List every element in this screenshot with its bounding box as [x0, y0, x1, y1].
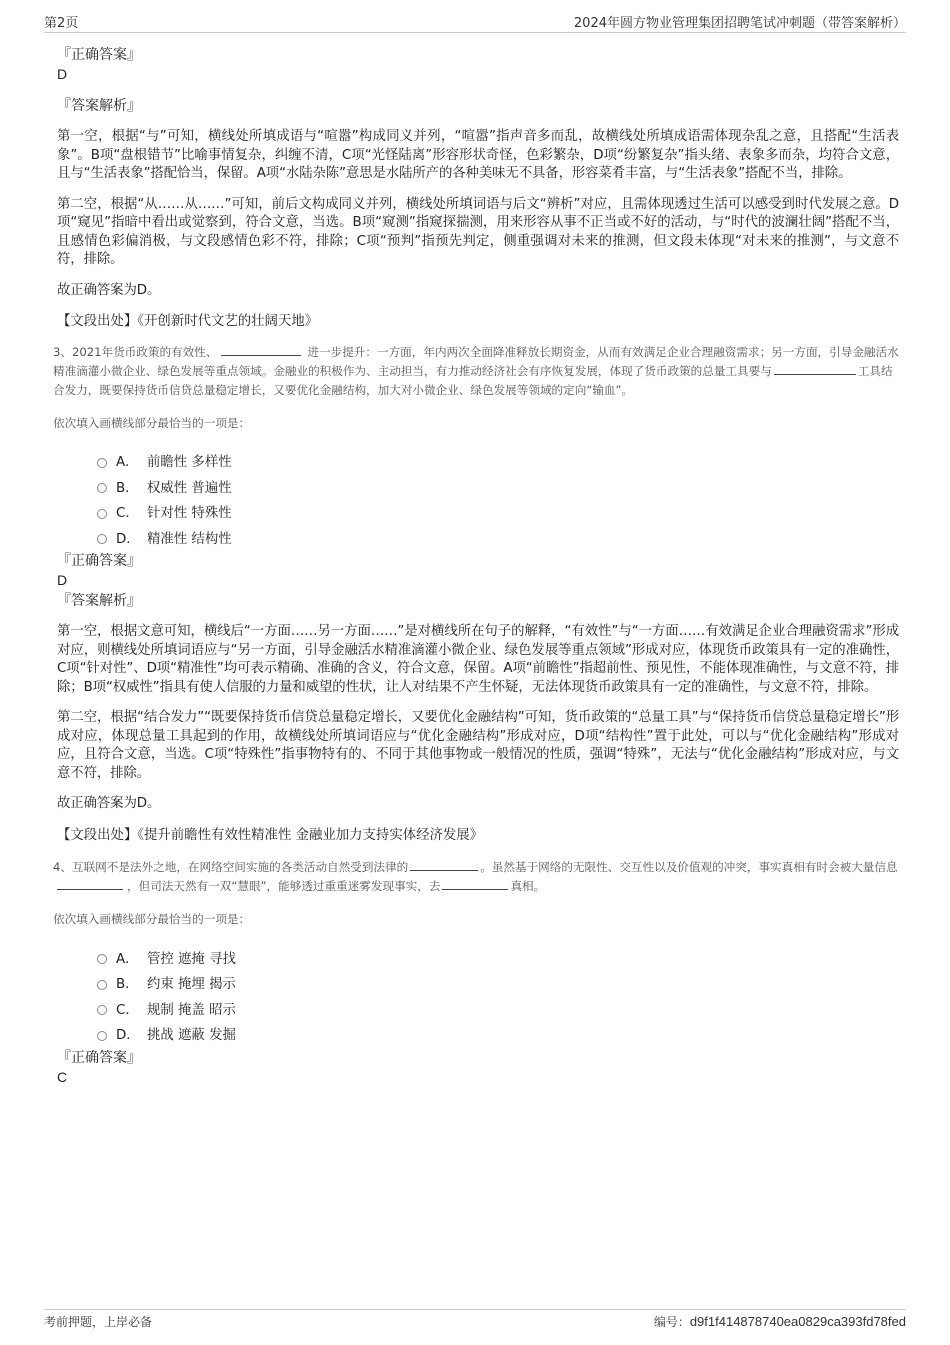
analysis-paragraph: 第二空，根据“结合发力”“既要保持货币信贷总量稳定增长，又要优化金融结构”可知，货币政策的“总量工具”与“保持货币信贷总量稳定增长”形成对应，体现总量工具起到的作用，故横线处所填词语应与“优化金融结构”形成对应，D项“结构性”置于此处，可以与“优化金融结构”形成对应，且符合文意，当选。C项“特殊性”指事物特有的、不同于其他事物或一般情况的性质，强调“特殊”，无法与“优化金融结构”形成对应，与文意不符，排除。 [57, 710, 899, 781]
option-a[interactable]: A． 管控 遮掩 寻找 [57, 945, 899, 971]
radio-icon[interactable] [97, 534, 107, 544]
radio-icon[interactable] [97, 1031, 107, 1041]
analysis-conclusion: 故正确答案为D。 [57, 796, 161, 811]
text-source: 【文段出处】《开创新时代文艺的壮阔天地》 [57, 314, 319, 329]
analysis-conclusion: 故正确答案为D。 [57, 282, 161, 298]
fill-blank [410, 858, 478, 871]
option-a[interactable]: A． 前瞻性 多样性 [57, 448, 899, 474]
question-prompt: 依次填入画横线部分最恰当的一项是： [53, 911, 251, 926]
analysis-paragraph: 第一空，根据文意可知，横线后“一方面……另一方面……”是对横线所在句子的解释，“有效性”与“一方面……有效满足企业合理融资需求”形成对应，则横线处所填词语应与“另一方面，引导金融活水精准滴灌小微企业、绿色发展等重点领域”形成对应，体现货币政策具有一定的准确性，C项“针对性”、D项“精准性”均可表示精确、准确的含义，符合文意，保留。A项“前瞻性”指超前性、预见性，不能体现准确性，与文意不符，排除；B项“权威性”指具有使人信服的力量和威望的性状，让人对结果不产生怀疑，无法体现货币政策具有一定的准确性，与文意不符，排除。 [57, 624, 899, 695]
analysis-paragraph: 第一空，根据“与”可知，横线处所填成语与“喧嚣”构成同义并列，“喧嚣”指声音多而乱，故横线处所填成语需体现杂乱之意，且搭配“生活表象”。B项“盘根错节”比喻事情复杂，纠缠不清，C项“光怪陆离”形容形状奇怪，色彩繁杂，D项“纷繁复杂”指头绪、表象多而杂，均符合文意，且与“生活表象”搭配恰当，保留。A项“水陆杂陈”意思是水陆所产的各种美味无不具备，形容菜肴丰富，与“生活表象”搭配不当，排除。 [57, 129, 899, 181]
answer-value: D [57, 572, 68, 588]
fill-blank [221, 343, 301, 356]
answer-value: C [57, 1068, 68, 1085]
radio-icon[interactable] [97, 483, 107, 493]
question-4 [53, 858, 899, 1087]
answer-label: 『正确答案』 [57, 1049, 141, 1066]
option-c[interactable]: C． 规制 掩盖 昭示 [57, 996, 899, 1022]
fill-blank [57, 877, 123, 890]
answer-value: D [57, 66, 68, 82]
page-footer [44, 1309, 906, 1332]
option-d[interactable]: D． 精准性 结构性 [57, 525, 899, 551]
option-b[interactable]: B． 约束 掩埋 揭示 [57, 970, 899, 996]
option-b[interactable]: B． 权威性 普遍性 [57, 474, 899, 500]
question-text: 4、互联网不是法外之地，在网络空间实施的各类活动自然受到法律的 。虽然基于网络的无限性、交互性以及价值观的冲突，事实真相有时会被大量信息，但司法天然有一双“慧眼”，能够透过重重迷雾发现事实，去 真相。 [53, 859, 898, 893]
answer-label: 『正确答案』 [57, 553, 141, 569]
question-3 [53, 343, 899, 845]
analysis-label: 『答案解析』 [57, 593, 141, 609]
answer-label: 『正确答案』 [57, 47, 141, 63]
fill-blank [442, 877, 508, 890]
page-number: 第2页 [44, 15, 79, 31]
question-2-answer-block [57, 46, 899, 331]
analysis-paragraph: 第二空，根据“从……从……”可知，前后文构成同义并列，横线处所填词语与后文“辨析”对应，且需体现透过生活可以感受到时代发展之意。D项“窥见”指暗中看出或觉察到，符合文意，当选。B项“窥测”指窥探揣测，用来形容从事不正当或不好的活动，与“时代的波澜壮阔”搭配不当，且感情色彩偏消极，与文段感情色彩不符，排除；C项“预判”指预先判定，侧重强调对未来的推测，但文段未体现“对未来的推测”，与文意不符，排除。 [57, 196, 899, 267]
fill-blank [774, 362, 856, 375]
page-header [44, 10, 906, 33]
option-d[interactable]: D． 挑战 遮蔽 发掘 [57, 1021, 899, 1047]
radio-icon[interactable] [97, 509, 107, 519]
footer-slogan: 考前押题，上岸必备 [44, 1314, 153, 1329]
radio-icon[interactable] [97, 1005, 107, 1015]
option-list [57, 945, 899, 1047]
radio-icon[interactable] [97, 954, 107, 964]
radio-icon[interactable] [97, 458, 107, 468]
document-code: 编号：d9f1f414878740ea0829ca393fd78fed [653, 1313, 906, 1329]
analysis-label: 『答案解析』 [57, 98, 141, 114]
document-body [53, 44, 899, 1087]
option-c[interactable]: C． 针对性 特殊性 [57, 499, 899, 525]
question-text: 3、2021年货币政策的有效性、 进一步提升：一方面，年内两次全面降准释放长期资金，从而有效满足企业合理融资需求；另一方面，引导金融活水精准滴灌小微企业、绿色发展等重点领域。金融业的积极作为、主动担当，有力推动经济社会有序恢复发展，体现了货币政策的总量工具要与 工具结合发力，既要保持货币信贷总量稳定增长，又要优化金融结构，加大对小微企业、绿色发展等领域的定向“输血”。 [53, 345, 899, 397]
option-list [57, 448, 899, 550]
question-prompt: 依次填入画横线部分最恰当的一项是： [53, 416, 251, 430]
document-title: 2024年圆方物业管理集团招聘笔试冲刺题（带答案解析） [573, 15, 906, 31]
text-source: 【文段出处】《提升前瞻性有效性精准性 金融业加力支持实体经济发展》 [57, 827, 484, 843]
radio-icon[interactable] [97, 980, 107, 990]
